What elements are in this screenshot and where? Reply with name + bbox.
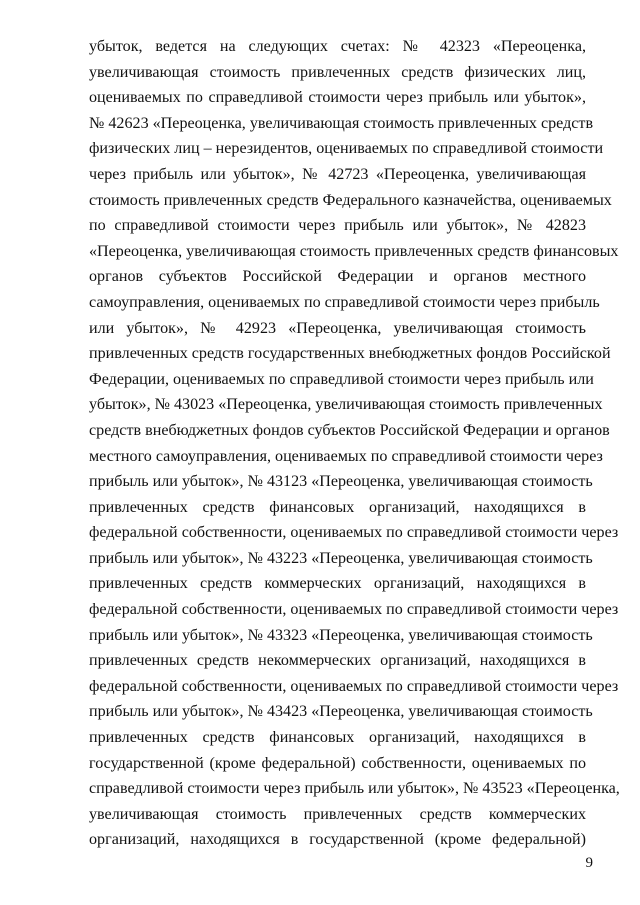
text-line: увеличивающая стоимость привлеченных средств физических лиц, <box>89 63 586 81</box>
text-line: Федерации, оцениваемых по справедливой стоимости через прибыль или <box>89 370 594 388</box>
text-line: через прибыль или убыток», № 42723 «Переоценка, увеличивающая <box>89 165 586 183</box>
text-line: прибыль или убыток», № 43423 «Переоценка, увеличивающая стоимость <box>89 703 593 721</box>
text-line: привлеченных средств финансовых организаций, находящихся в <box>89 498 586 516</box>
text-line: средств внебюджетных фондов субъектов Российской Федерации и органов <box>89 421 610 439</box>
text-line: привлеченных средств коммерческих организаций, находящихся в <box>89 575 586 593</box>
text-line: или убыток», № 42923 «Переоценка, увеличивающая стоимость <box>89 319 586 337</box>
text-line: организаций, находящихся в государственной (кроме федеральной) <box>89 831 586 849</box>
text-line: стоимость привлеченных средств Федерального казначейства, оцениваемых <box>89 191 612 209</box>
text-line: органов субъектов Российской Федерации и органов местного <box>89 268 586 286</box>
text-line: увеличивающая стоимость привлеченных средств коммерческих <box>89 805 586 823</box>
text-line: самоуправления, оцениваемых по справедливой стоимости через прибыль <box>89 293 600 311</box>
text-line: физических лиц – нерезидентов, оцениваемых по справедливой стоимости <box>89 140 604 158</box>
text-line: государственной (кроме федеральной) собственности, оцениваемых по <box>89 754 586 772</box>
text-line: привлеченных средств государственных внебюджетных фондов Российской <box>89 345 611 363</box>
body-paragraph <box>89 34 620 853</box>
text-line: привлеченных средств финансовых организаций, находящихся в <box>89 729 586 747</box>
text-line: прибыль или убыток», № 43123 «Переоценка, увеличивающая стоимость <box>89 473 593 491</box>
text-line: убыток», № 43023 «Переоценка, увеличивающая стоимость привлеченных <box>89 396 603 414</box>
text-line: оцениваемых по справедливой стоимости через прибыль или убыток», <box>89 89 586 107</box>
text-line: убыток, ведется на следующих счетах: № 42323 «Переоценка, <box>89 38 586 55</box>
text-line: справедливой стоимости через прибыль или убыток», № 43523 «Переоценка, <box>89 780 620 798</box>
text-line: федеральной собственности, оцениваемых по справедливой стоимости через <box>89 524 619 542</box>
text-line: федеральной собственности, оцениваемых по справедливой стоимости через <box>89 677 619 695</box>
text-line: прибыль или убыток», № 43323 «Переоценка, увеличивающая стоимость <box>89 626 593 644</box>
text-line: местного самоуправления, оцениваемых по справедливой стоимости через <box>89 447 603 465</box>
text-line: «Переоценка, увеличивающая стоимость привлеченных средств финансовых <box>89 242 619 260</box>
text-line: № 42623 «Переоценка, увеличивающая стоимость привлеченных средств <box>89 114 594 132</box>
text-line: по справедливой стоимости через прибыль или убыток», № 42823 <box>89 217 586 235</box>
text-line: привлеченных средств некоммерческих организаций, находящихся в <box>89 652 586 670</box>
text-line: федеральной собственности, оцениваемых по справедливой стоимости через <box>89 601 619 619</box>
page-number: 9 <box>585 855 593 871</box>
text-line: прибыль или убыток», № 43223 «Переоценка, увеличивающая стоимость <box>89 549 593 567</box>
